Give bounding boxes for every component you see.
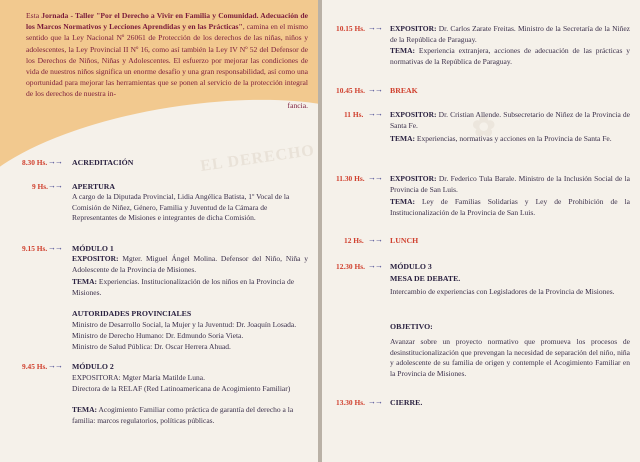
tema-text: Experiencia extranjera, acciones de adecuación de las prácticas y normativas de la República de Paraguay. (390, 46, 630, 66)
apertura-body: A cargo de la Diputada Provincial, Lidia Angélica Batista, 1º Vocal de la Comisión de Niñez, Género, Familia y Juventud de la Cámara de Representantes de Misiones e integrantes de dicha Comisión. (72, 192, 290, 223)
title-cierre: CIERRE. (390, 398, 423, 407)
expositor-text: Mgter. Miguel Ángel Molina. Defensor del Niño, Niña y Adolescente de la Provincia de Misiones. (72, 254, 308, 274)
tema-label: TEMA: (390, 197, 415, 206)
modulo-1-expositor (72, 254, 308, 275)
arrow-icon: →→ (48, 243, 62, 252)
expositor-label: EXPOSITOR: (390, 174, 437, 183)
modulo-1-tema (72, 277, 308, 298)
tema-text: Experiencias. Institucionalización de los niños en la Provincia de Misiones. (72, 277, 295, 297)
paraguay-tema (390, 46, 630, 67)
tema-text: Ley de Familias Solidarias y Ley de Prohibición de la Institucionalización de la Provincia de San Luis. (390, 197, 630, 217)
intro-title: Jornada - Taller "Por el Derecho a Vivir en Familia y Comunidad. Adecuación de los Marcos Normativos y Lecciones Aprendidas y en las Prácticas" (26, 11, 308, 32)
autoridad-3: Ministro de Salud Pública: Dr. Oscar Herrera Ahuad. (72, 342, 231, 351)
arrow-icon: →→ (368, 173, 382, 182)
autoridad-2: Ministro de Derecho Humano: Dr. Edmundo Soria Vieta. (72, 331, 244, 340)
title-lunch: LUNCH (390, 236, 419, 245)
paraguay-expositor (390, 24, 630, 45)
time-modulo-3: 12.30 Hs. (336, 262, 365, 271)
time-apertura: 9 Hs. (32, 182, 49, 191)
time-break: 10.45 Hs. (336, 86, 365, 95)
arrow-icon: →→ (368, 109, 382, 118)
expositor-label: EXPOSITOR: (390, 110, 437, 119)
arrow-icon: →→ (48, 157, 62, 166)
tema-text: Acogimiento Familiar como práctica de garantía del derecho a la familia: marcos regulatorios, políticas públicas. (72, 405, 294, 425)
intro-paragraph (26, 10, 308, 111)
tema-label: TEMA: (72, 405, 97, 414)
modulo-2-cargo: Directora de la RELAF (Red Latinoamericana de Acogimiento Familiar) (72, 384, 291, 393)
arrow-icon: →→ (368, 85, 382, 94)
autoridades-title: AUTORIDADES PROVINCIALES (72, 309, 192, 318)
left-page (0, 0, 318, 462)
arrow-icon: →→ (368, 235, 382, 244)
tema-text: Experiencias, normativas y acciones en la Provincia de Santa Fe. (415, 134, 612, 143)
modulo-3-body: Intercambio de experiencias con Legisladores de la Provincia de Misiones. (390, 287, 615, 296)
expositor-label: EXPOSITOR: (390, 24, 437, 33)
title-apertura: APERTURA (72, 182, 116, 191)
autoridad-1: Ministro de Desarrollo Social, la Mujer y la Juventud: Dr. Joaquín Losada. (72, 320, 297, 329)
expositor-text: Dr. Carlos Zarate Freitas. Ministro de la Secretaría de la Niñez de la República de Paraguay. (390, 24, 630, 44)
tema-label: TEMA: (390, 134, 415, 143)
intro-text-start: Esta (26, 11, 42, 20)
time-cierre: 13.30 Hs. (336, 398, 365, 407)
expositor-label: EXPOSITOR: (72, 254, 119, 263)
tema-label: TEMA: (390, 46, 415, 55)
san-luis-expositor (390, 174, 630, 195)
santa-fe-tema (390, 134, 630, 145)
title-modulo-2: MÓDULO 2 (72, 362, 114, 371)
intro-text-body: , camina en el mismo sentido que la Ley Nacional Nº 26061 de Protección de los derechos de las niñas, niños y adolescentes, la Ley Provincial II Nº 16, como así también la Ley IV Nº 52 del Defensor de los Derechos de Niños, Niñas y Adolescentes. El esfuerzo por mejorar las condiciones de vida de nuestros niños significa un enorme desafío y una gran responsabilidad, así como una oportunidad para mejorar las herramientas que se ponen al servicio de la protección integral de los derechos de nuestra in- (26, 22, 308, 99)
arrow-icon: →→ (368, 261, 382, 270)
arrow-icon: →→ (48, 181, 62, 190)
time-expositor-paraguay: 10.15 Hs. (336, 24, 365, 33)
title-acreditacion: ACREDITACIÓN (72, 158, 134, 167)
arrow-icon: →→ (368, 23, 382, 32)
time-expositor-santa-fe: 11 Hs. (344, 110, 364, 119)
time-modulo-1: 9.15 Hs. (22, 244, 48, 253)
time-expositor-san-luis: 11.30 Hs. (336, 174, 365, 183)
arrow-icon: →→ (48, 361, 62, 370)
time-lunch: 12 Hs. (344, 236, 364, 245)
san-luis-tema (390, 197, 630, 218)
title-modulo-3: MÓDULO 3 (390, 262, 432, 271)
time-modulo-2: 9.45 Hs. (22, 362, 48, 371)
intro-text-tail: fancia. (287, 100, 308, 110)
mesa-de-debate-title: MESA DE DEBATE. (390, 274, 461, 283)
watermark-logo: ✿ (472, 112, 497, 143)
modulo-2-tema (72, 405, 308, 426)
right-page (322, 0, 640, 462)
modulo-2-expositora: EXPOSITORA: Mgter María Matilde Luna. (72, 373, 205, 382)
arrow-icon: →→ (368, 397, 382, 406)
title-modulo-1: MÓDULO 1 (72, 244, 114, 253)
objetivo-body: Avanzar sobre un proyecto normativo que promueva los procesos de desinstitucionalización que prevengan la necesidad de separación del niño, niña y adolescente de su familia de origen y contemple el Acogimiento Familiar en la Provincia de Misiones. (390, 337, 630, 378)
objetivo-title: OBJETIVO: (390, 322, 433, 331)
expositor-text: Dr. Federico Tula Barale. Ministro de la Inclusión Social de la Provincia de San Luis. (390, 174, 630, 194)
time-acreditacion: 8.30 Hs. (22, 158, 48, 167)
watermark-text: EL DERECHO (199, 142, 316, 175)
title-break: BREAK (390, 86, 418, 95)
expositor-text: Dr. Cristian Allende. Subsecretario de Niñez de la Provincia de Santa Fe. (390, 110, 630, 130)
tema-label: TEMA: (72, 277, 97, 286)
santa-fe-expositor (390, 110, 630, 131)
